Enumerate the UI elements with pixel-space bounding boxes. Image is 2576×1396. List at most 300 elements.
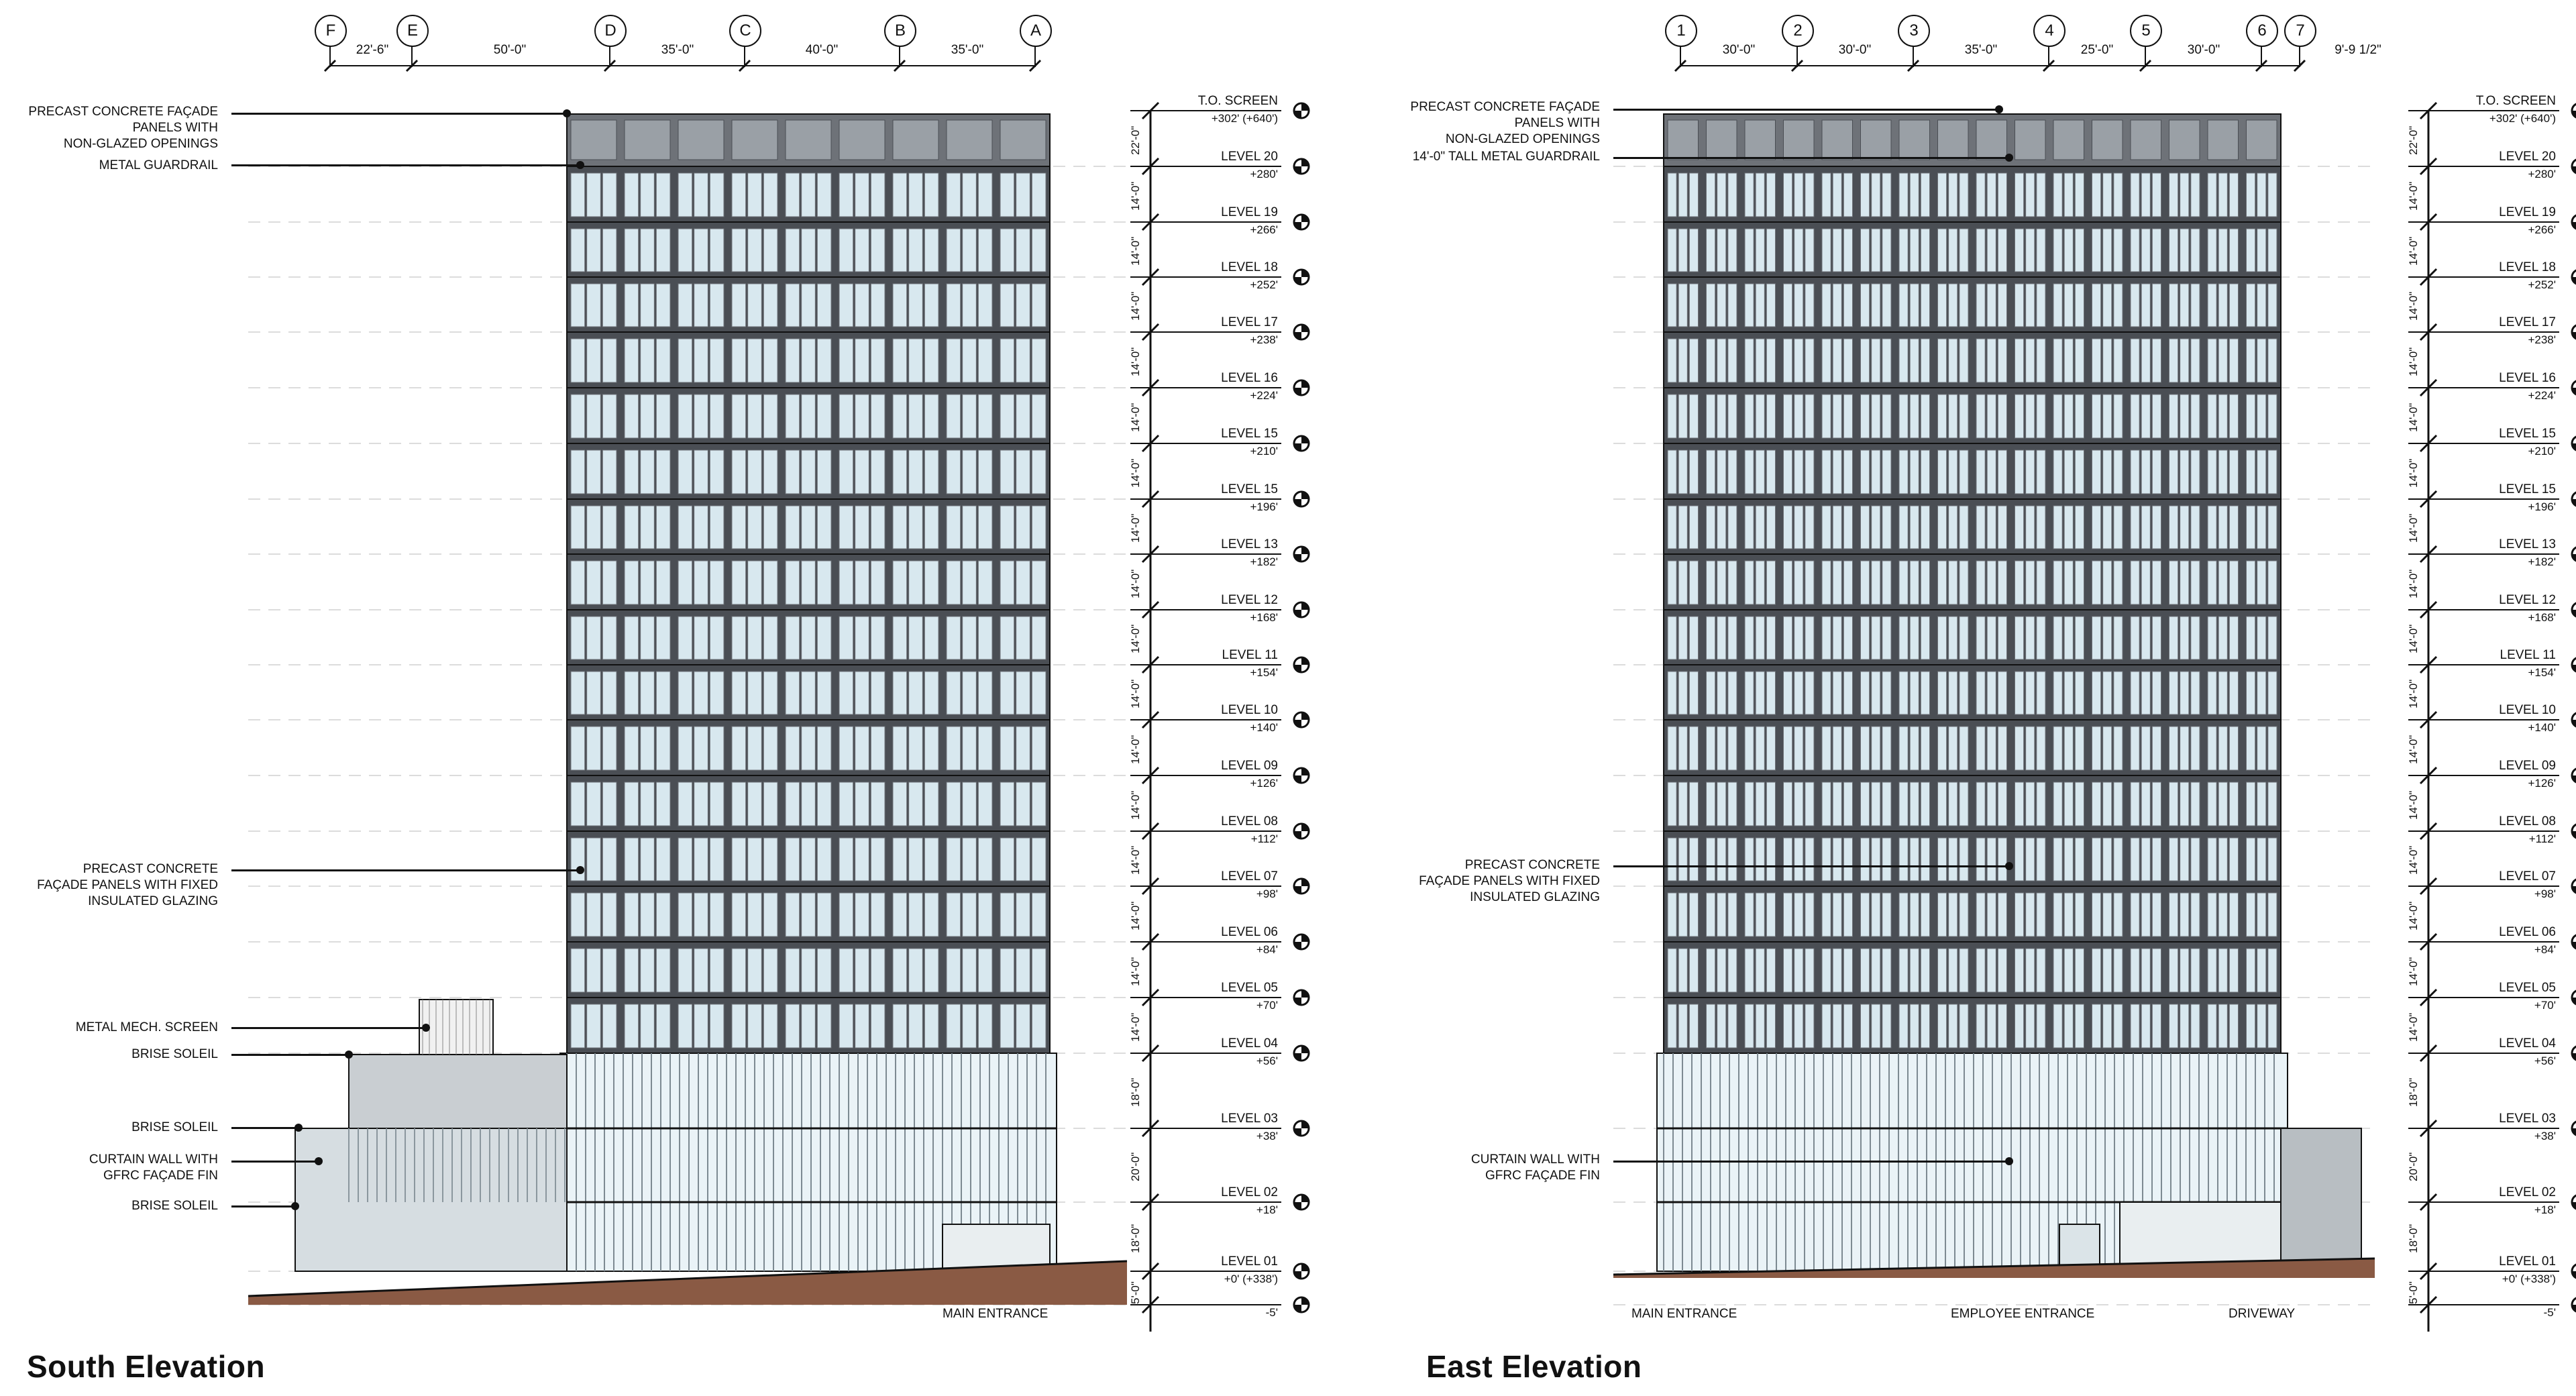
window-pane: [656, 506, 670, 549]
window-pane: [1766, 450, 1775, 494]
window-pane: [817, 229, 831, 272]
window-pane: [871, 838, 885, 881]
window-pane: [1707, 284, 1715, 327]
story-height-dim: 14'-0": [2407, 181, 2420, 211]
window-pane: [786, 949, 800, 992]
window-pane: [1949, 893, 1957, 936]
story-height-dim: 14'-0": [1129, 236, 1142, 266]
callout-brise-soleil-upper: BRISE SOLEIL: [131, 1047, 218, 1061]
window-pane: [1794, 506, 1803, 549]
window-pane: [786, 727, 800, 770]
window-pane: [1938, 727, 1947, 770]
leader-dot: [1995, 105, 2003, 113]
window-pane: [909, 1004, 923, 1048]
window-pane: [694, 616, 708, 659]
level-elevation: +224': [2528, 389, 2556, 402]
grid-bubble-3: 3: [1898, 15, 1930, 47]
window-pane: [1822, 616, 1831, 659]
callout-curtain-wall: CURTAIN WALL WITH GFRC FAÇADE FIN: [89, 1152, 218, 1183]
window-pane: [2191, 949, 2200, 992]
window-pane: [678, 229, 692, 272]
window-pane: [710, 893, 724, 936]
window-pane: [2257, 229, 2266, 272]
callout-metal-guardrail: METAL GUARDRAIL: [99, 158, 218, 172]
window-pane: [1938, 339, 1947, 382]
window-pane: [2141, 284, 2150, 327]
window-pane: [855, 394, 869, 438]
window-pane: [1032, 838, 1046, 881]
window-pane: [1707, 506, 1715, 549]
window-pane: [694, 949, 708, 992]
window-pane: [763, 893, 777, 936]
window-pane: [2131, 893, 2139, 936]
window-pane: [1805, 727, 1814, 770]
window-pane: [1794, 561, 1803, 604]
window-pane: [2092, 616, 2101, 659]
window-pane: [641, 838, 655, 881]
window-pane: [1938, 616, 1947, 659]
window-pane: [1882, 506, 1891, 549]
window-pane: [1805, 339, 1814, 382]
window-pane: [2229, 727, 2238, 770]
window-pane: [2075, 450, 2084, 494]
window-pane: [1766, 561, 1775, 604]
window-pane: [2015, 450, 2024, 494]
window-pane: [748, 394, 762, 438]
story-height-dim: 22'-0": [2407, 125, 2420, 155]
window-pane: [2015, 616, 2024, 659]
window-pane: [2247, 672, 2255, 714]
story-height-dim: 14'-0": [2407, 845, 2420, 875]
window-pane: [963, 949, 977, 992]
window-pane: [1910, 394, 1919, 438]
window-pane: [893, 782, 907, 826]
window-pane: [1833, 229, 1841, 272]
level-elevation: +18': [1256, 1203, 1278, 1216]
level-elevation: +252': [2528, 278, 2556, 291]
window-pane: [1678, 229, 1687, 272]
window-pane: [1899, 1004, 1908, 1048]
window-pane: [2152, 893, 2161, 936]
grid-bubble-a: A: [1020, 15, 1052, 47]
level-elevation: +140': [2528, 721, 2556, 734]
window-pane: [763, 173, 777, 217]
window-pane: [732, 450, 746, 494]
window-pane: [656, 616, 670, 659]
window-pane: [748, 229, 762, 272]
window-pane: [571, 616, 585, 659]
window-pane: [1998, 838, 2006, 881]
window-pane: [2075, 339, 2084, 382]
window-pane: [1707, 838, 1715, 881]
window-pane: [2218, 949, 2227, 992]
window-pane: [710, 450, 724, 494]
window-pane: [2268, 727, 2277, 770]
window-pane: [2180, 1004, 2189, 1048]
window-pane: [625, 394, 639, 438]
window-pane: [1766, 506, 1775, 549]
level-name: LEVEL 12: [2499, 593, 2556, 607]
window-pane: [1976, 727, 1985, 770]
window-pane: [2064, 339, 2073, 382]
window-pane: [1766, 173, 1775, 217]
window-pane: [625, 727, 639, 770]
window-pane: [1707, 672, 1715, 714]
window-pane: [2026, 394, 2035, 438]
window-pane: [641, 672, 655, 714]
window-pane: [1032, 672, 1046, 714]
screen-opening: [1861, 120, 1892, 160]
window-pane: [2114, 838, 2123, 881]
window-pane: [1707, 339, 1715, 382]
window-pane: [2064, 838, 2073, 881]
level-elevation: +0' (+338'): [1224, 1273, 1278, 1285]
window-pane: [2114, 394, 2123, 438]
window-pane: [1756, 672, 1764, 714]
window-pane: [1921, 727, 1929, 770]
window-pane: [1872, 173, 1880, 217]
screen-opening: [839, 120, 885, 160]
window-pane: [2092, 229, 2101, 272]
window-pane: [1921, 893, 1929, 936]
window-pane: [1756, 339, 1764, 382]
window-pane: [2131, 727, 2139, 770]
window-pane: [802, 450, 816, 494]
window-pane: [710, 1004, 724, 1048]
story-height-dim: 14'-0": [1129, 402, 1142, 432]
window-pane: [1016, 339, 1030, 382]
window-pane: [947, 229, 961, 272]
window-pane: [2075, 284, 2084, 327]
window-pane: [2092, 561, 2101, 604]
window-pane: [2053, 838, 2062, 881]
level-name: LEVEL 19: [2499, 205, 2556, 219]
level-name: LEVEL 17: [1221, 315, 1278, 329]
window-pane: [587, 782, 601, 826]
window-pane: [1843, 782, 1852, 826]
window-pane: [1938, 394, 1947, 438]
window-pane: [855, 506, 869, 549]
window-pane: [625, 561, 639, 604]
window-pane: [2114, 616, 2123, 659]
window-pane: [1843, 450, 1852, 494]
window-pane: [2169, 838, 2178, 881]
level-elevation: +280': [1250, 168, 1278, 180]
window-pane: [748, 450, 762, 494]
window-pane: [817, 782, 831, 826]
window-pane: [1784, 782, 1792, 826]
window-pane: [2268, 284, 2277, 327]
window-pane: [2026, 672, 2035, 714]
window-pane: [1921, 616, 1929, 659]
story-height-dim: 5'-0": [2407, 1281, 2420, 1304]
window-pane: [748, 284, 762, 327]
window-pane: [978, 1004, 992, 1048]
window-pane: [1998, 782, 2006, 826]
window-pane: [2208, 672, 2216, 714]
window-pane: [2131, 450, 2139, 494]
window-pane: [855, 616, 869, 659]
window-pane: [1960, 1004, 1968, 1048]
window-pane: [1987, 616, 1996, 659]
window-pane: [2180, 561, 2189, 604]
label-main-entrance: MAIN ENTRANCE: [943, 1307, 1049, 1321]
level-name: LEVEL 06: [2499, 925, 2556, 939]
window-pane: [802, 561, 816, 604]
leader-dot: [291, 1202, 299, 1210]
window-pane: [1707, 616, 1715, 659]
window-pane: [1794, 672, 1803, 714]
window-pane: [1805, 893, 1814, 936]
window-pane: [2152, 672, 2161, 714]
window-pane: [1689, 450, 1698, 494]
window-pane: [1805, 672, 1814, 714]
window-pane: [571, 173, 585, 217]
window-pane: [1794, 782, 1803, 826]
window-pane: [1805, 173, 1814, 217]
window-pane: [625, 506, 639, 549]
window-pane: [1899, 394, 1908, 438]
level-elevation: +112': [2528, 833, 2556, 845]
window-pane: [1728, 727, 1737, 770]
leader-dot: [2005, 154, 2013, 162]
window-pane: [1861, 284, 1870, 327]
window-pane: [694, 506, 708, 549]
window-pane: [1987, 672, 1996, 714]
window-pane: [2229, 838, 2238, 881]
window-pane: [1822, 838, 1831, 881]
window-pane: [839, 284, 853, 327]
level-elevation: +238': [2528, 333, 2556, 346]
window-pane: [602, 229, 616, 272]
window-pane: [2229, 782, 2238, 826]
grid-dim: 22'-6": [356, 43, 389, 57]
window-pane: [2191, 838, 2200, 881]
story-height-dim: 14'-0": [2407, 624, 2420, 653]
leader-dot: [576, 161, 584, 169]
window-pane: [2053, 173, 2062, 217]
window-pane: [1745, 949, 1754, 992]
window-pane: [1976, 893, 1985, 936]
window-pane: [2191, 561, 2200, 604]
window-pane: [2026, 782, 2035, 826]
window-pane: [2169, 394, 2178, 438]
window-pane: [1717, 173, 1726, 217]
window-pane: [571, 672, 585, 714]
screen-opening: [2131, 120, 2161, 160]
window-pane: [1822, 782, 1831, 826]
window-pane: [1843, 339, 1852, 382]
window-pane: [817, 838, 831, 881]
window-pane: [1899, 893, 1908, 936]
window-pane: [1910, 672, 1919, 714]
window-pane: [909, 838, 923, 881]
window-pane: [748, 838, 762, 881]
window-pane: [678, 782, 692, 826]
window-pane: [1822, 1004, 1831, 1048]
window-pane: [2103, 173, 2112, 217]
window-pane: [625, 949, 639, 992]
window-pane: [2141, 893, 2150, 936]
level-name: LEVEL 15: [2499, 427, 2556, 441]
window-pane: [2229, 1004, 2238, 1048]
callout-brise-soleil-lower: BRISE SOLEIL: [131, 1199, 218, 1213]
window-pane: [855, 1004, 869, 1048]
window-pane: [2180, 284, 2189, 327]
window-pane: [1784, 173, 1792, 217]
window-pane: [1998, 672, 2006, 714]
window-pane: [748, 893, 762, 936]
window-pane: [2180, 838, 2189, 881]
window-pane: [978, 838, 992, 881]
leader-line: [1613, 1161, 2009, 1163]
level-elevation: +224': [1250, 389, 1278, 402]
window-pane: [732, 672, 746, 714]
window-pane: [1976, 173, 1985, 217]
window-pane: [978, 506, 992, 549]
window-pane: [802, 339, 816, 382]
level-elevation: +280': [2528, 168, 2556, 180]
window-pane: [1794, 339, 1803, 382]
level-name: LEVEL 10: [2499, 703, 2556, 717]
window-pane: [1707, 450, 1715, 494]
window-pane: [786, 284, 800, 327]
level-name: LEVEL 18: [1221, 260, 1278, 274]
window-pane: [947, 339, 961, 382]
window-pane: [978, 672, 992, 714]
window-pane: [1000, 949, 1014, 992]
window-pane: [1668, 727, 1676, 770]
window-pane: [1756, 949, 1764, 992]
window-pane: [1872, 893, 1880, 936]
window-pane: [786, 616, 800, 659]
window-pane: [732, 616, 746, 659]
window-pane: [1872, 838, 1880, 881]
window-pane: [909, 782, 923, 826]
window-pane: [2247, 727, 2255, 770]
window-pane: [2257, 782, 2266, 826]
callout-precast-glazing: PRECAST CONCRETE FAÇADE PANELS WITH FIXED INSULATED GLAZING: [1419, 858, 1600, 904]
window-pane: [1882, 284, 1891, 327]
window-pane: [1921, 506, 1929, 549]
window-pane: [1728, 616, 1737, 659]
window-pane: [2131, 394, 2139, 438]
window-pane: [1882, 339, 1891, 382]
window-pane: [1843, 284, 1852, 327]
window-pane: [2053, 561, 2062, 604]
grid-bubble-7: 7: [2284, 15, 2316, 47]
callout-brise-soleil-mid: BRISE SOLEIL: [131, 1120, 218, 1134]
window-pane: [817, 949, 831, 992]
window-pane: [1987, 727, 1996, 770]
window-pane: [1921, 782, 1929, 826]
window-pane: [1882, 782, 1891, 826]
window-pane: [1843, 561, 1852, 604]
window-pane: [1745, 672, 1754, 714]
window-pane: [2114, 450, 2123, 494]
window-pane: [1000, 1004, 1014, 1048]
window-pane: [2229, 229, 2238, 272]
window-pane: [1833, 838, 1841, 881]
window-pane: [571, 450, 585, 494]
leader-line: [231, 1127, 299, 1129]
window-pane: [1960, 616, 1968, 659]
window-pane: [1949, 284, 1957, 327]
window-pane: [786, 893, 800, 936]
level-elevation: +0' (+338'): [2502, 1273, 2556, 1285]
window-pane: [1689, 561, 1698, 604]
window-pane: [1689, 782, 1698, 826]
grid-bubble-b: B: [884, 15, 916, 47]
window-pane: [2114, 229, 2123, 272]
window-pane: [1882, 229, 1891, 272]
window-pane: [2152, 229, 2161, 272]
story-height-dim: 14'-0": [1129, 291, 1142, 321]
story-height-dim: 14'-0": [2407, 1012, 2420, 1042]
window-pane: [656, 339, 670, 382]
window-pane: [924, 838, 938, 881]
window-pane: [732, 561, 746, 604]
window-pane: [2141, 229, 2150, 272]
window-pane: [963, 394, 977, 438]
story-height-dim: 14'-0": [2407, 513, 2420, 543]
screen-opening: [2169, 120, 2200, 160]
window-pane: [1000, 450, 1014, 494]
grid-dim: 40'-0": [805, 43, 839, 57]
window-pane: [2103, 616, 2112, 659]
window-pane: [2053, 893, 2062, 936]
window-pane: [2191, 229, 2200, 272]
window-pane: [678, 893, 692, 936]
window-pane: [2037, 506, 2045, 549]
window-pane: [1938, 506, 1947, 549]
window-pane: [893, 727, 907, 770]
level-name: LEVEL 11: [1222, 648, 1278, 662]
window-pane: [871, 561, 885, 604]
window-pane: [2169, 727, 2178, 770]
window-pane: [571, 1004, 585, 1048]
window-pane: [1960, 561, 1968, 604]
window-pane: [1717, 394, 1726, 438]
window-pane: [1987, 284, 1996, 327]
window-pane: [1000, 173, 1014, 217]
window-pane: [1016, 949, 1030, 992]
window-pane: [694, 893, 708, 936]
level-elevation: +266': [2528, 223, 2556, 236]
window-pane: [1032, 727, 1046, 770]
window-pane: [2026, 949, 2035, 992]
window-pane: [924, 561, 938, 604]
grid-dim: 35'-0": [1964, 43, 1998, 57]
window-pane: [1938, 782, 1947, 826]
window-pane: [2152, 339, 2161, 382]
window-pane: [602, 727, 616, 770]
window-pane: [2247, 893, 2255, 936]
window-pane: [1822, 561, 1831, 604]
window-pane: [2015, 893, 2024, 936]
window-pane: [839, 394, 853, 438]
window-pane: [602, 1004, 616, 1048]
level-elevation: +84': [2534, 943, 2556, 956]
window-pane: [947, 173, 961, 217]
window-pane: [802, 616, 816, 659]
window-pane: [710, 561, 724, 604]
window-pane: [587, 173, 601, 217]
window-pane: [763, 672, 777, 714]
window-pane: [855, 173, 869, 217]
window-pane: [2257, 561, 2266, 604]
window-pane: [2247, 949, 2255, 992]
